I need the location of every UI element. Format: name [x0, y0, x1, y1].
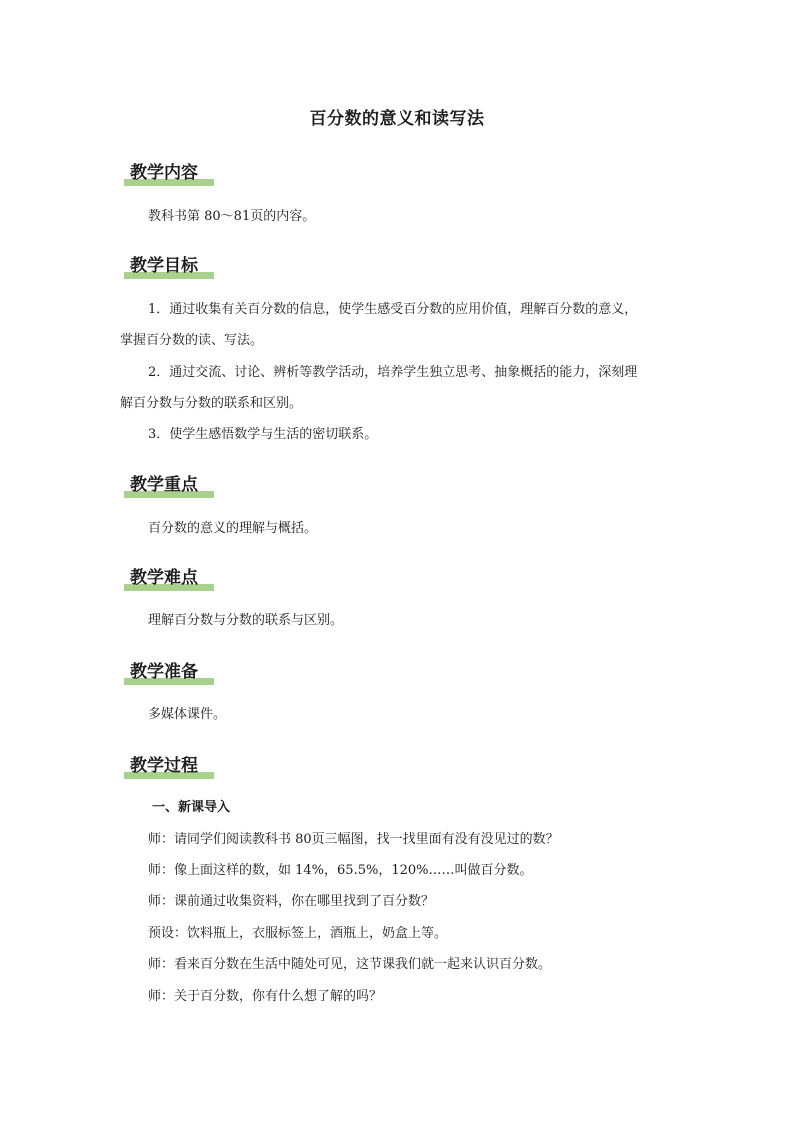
- paragraph: 师：像上面这样的数，如 14%，65.5%，120%……叫做百分数。: [148, 863, 533, 878]
- section-heading-difficulties: [124, 565, 204, 591]
- section-heading-objectives: [124, 253, 204, 279]
- paragraph: 预设：饮料瓶上，衣服标签上，酒瓶上，奶盒上等。: [148, 926, 448, 941]
- paragraph: 教科书第 80～81页的内容。: [148, 209, 316, 224]
- section-heading-key-points: [124, 472, 204, 498]
- section-heading-label: 教学过程: [130, 756, 198, 776]
- section-heading-label: 教学目标: [130, 256, 198, 276]
- section-heading-label: 教学重点: [130, 475, 198, 495]
- section-heading-label: 教学内容: [130, 163, 198, 183]
- paragraph: 1．通过收集有关百分数的信息，使学生感受百分数的应用价值，理解百分数的意义，: [148, 302, 638, 317]
- paragraph: 师：看来百分数在生活中随处可见，这节课我们就一起来认识百分数。: [148, 957, 552, 972]
- paragraph: 师：关于百分数，你有什么想了解的吗？: [148, 989, 383, 1004]
- section-heading-label: 教学准备: [130, 662, 198, 682]
- paragraph: 解百分数与分数的联系和区别。: [120, 396, 303, 411]
- page-title: 百分数的意义和读写法: [309, 109, 485, 129]
- section-heading-preparation: [124, 659, 204, 685]
- paragraph: 百分数的意义的理解与概括。: [148, 521, 318, 536]
- paragraph: 3．使学生感悟数学与生活的密切联系。: [148, 427, 378, 442]
- paragraph: 多媒体课件。: [148, 707, 227, 722]
- paragraph: 师：请同学们阅读教科书 80页三幅图，找一找里面有没有没见过的数？: [148, 832, 559, 847]
- paragraph: 掌握百分数的读、写法。: [120, 333, 264, 348]
- paragraph: 2．通过交流、讨论、辨析等教学活动，培养学生独立思考、抽象概括的能力，深刻理: [148, 365, 638, 380]
- section-heading-process: [124, 753, 204, 779]
- subheading: 一、新课导入: [152, 800, 231, 815]
- paragraph: 理解百分数与分数的联系与区别。: [148, 613, 344, 628]
- section-heading-label: 教学难点: [130, 568, 198, 588]
- section-heading-content: [124, 160, 204, 186]
- paragraph: 师：课前通过收集资料，你在哪里找到了百分数？: [148, 894, 435, 909]
